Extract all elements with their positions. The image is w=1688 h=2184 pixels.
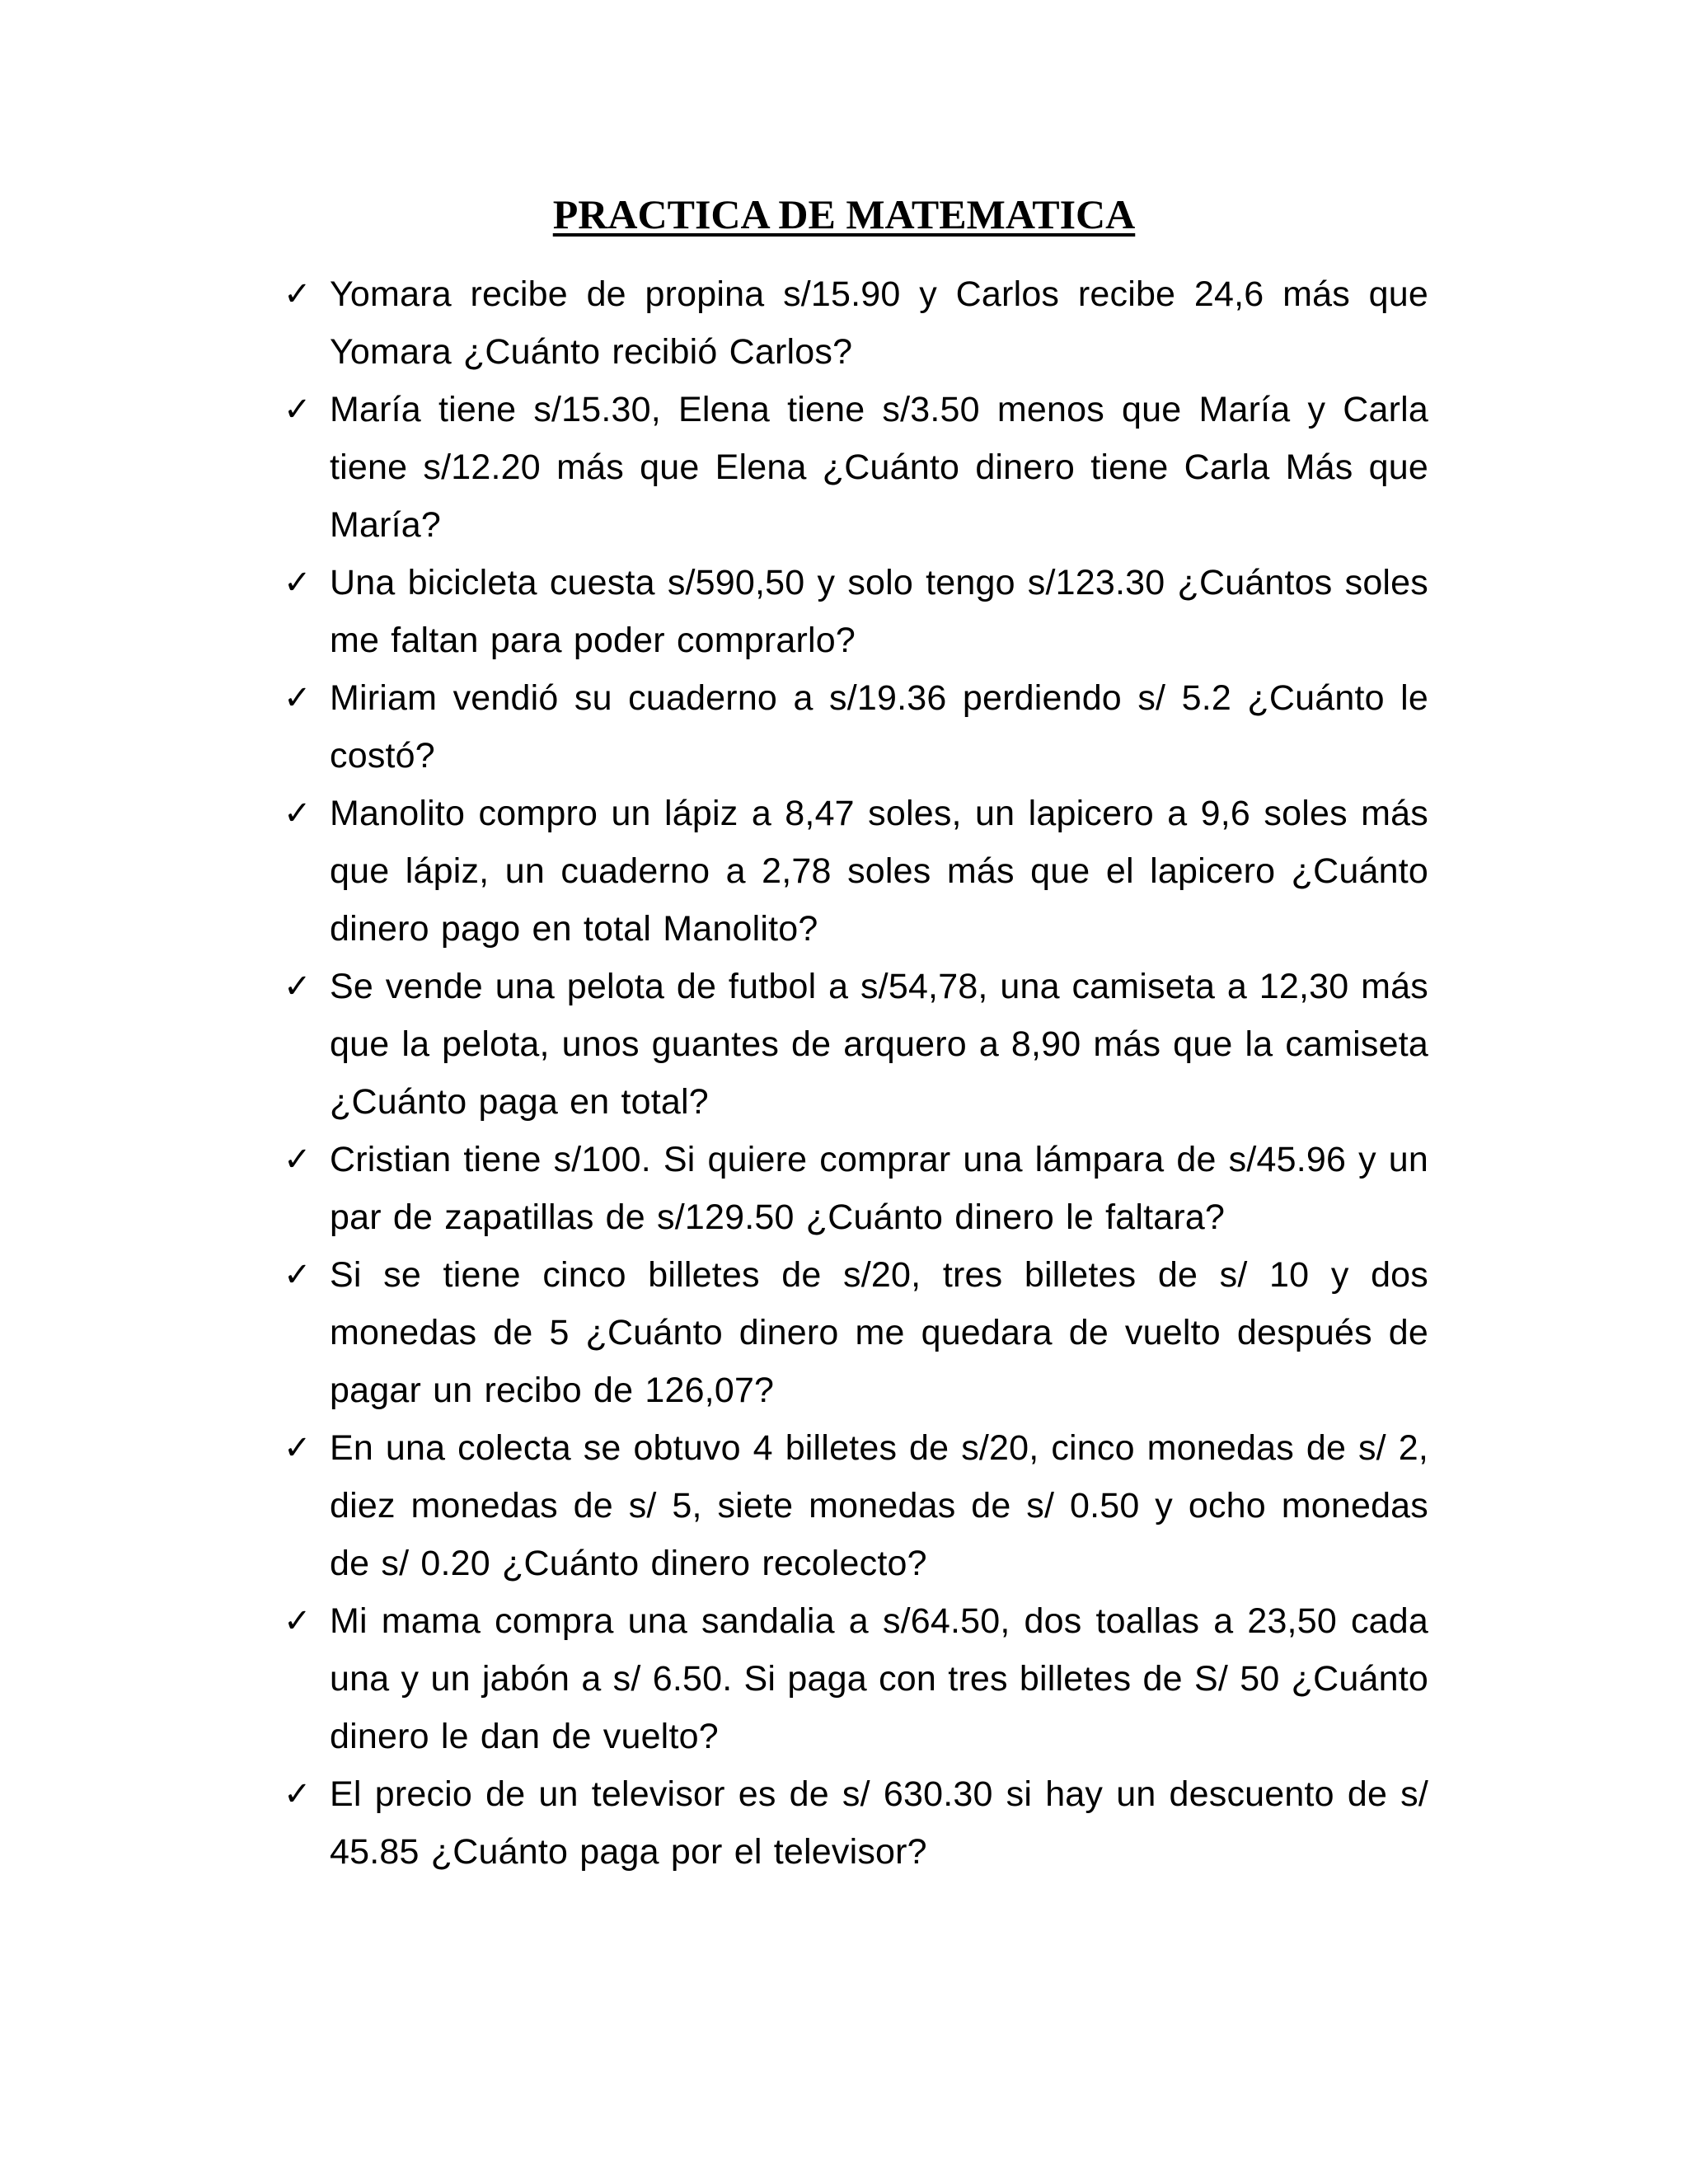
list-item	[280, 554, 1428, 669]
list-item	[280, 669, 1428, 785]
problem-text: El precio de un televisor es de s/ 630.30 si hay un descuento de s/ 45.85 ¿Cuánto paga por el televisor?	[330, 1774, 1428, 1872]
check-icon: ✓	[284, 1602, 312, 1640]
problem-text: En una colecta se obtuvo 4 billetes de s/20, cinco monedas de s/ 2, diez monedas de s/ 5, siete monedas de s/ 0.50 y ocho monedas de s/ 0.20 ¿Cuánto dinero recolecto?	[330, 1428, 1428, 1583]
check-icon: ✓	[284, 275, 312, 313]
problem-text: Mi mama compra una sandalia a s/64.50, dos toallas a 23,50 cada una y un jabón a s/ 6.50. Si paga con tres billetes de S/ 50 ¿Cuánto dinero le dan de vuelto?	[330, 1601, 1428, 1756]
check-icon: ✓	[284, 1775, 312, 1813]
check-icon: ✓	[284, 968, 312, 1005]
list-item	[280, 265, 1428, 381]
list-item	[280, 1765, 1428, 1881]
list-item	[280, 1419, 1428, 1592]
page-title-text: PRACTICA DE MATEMATICA	[552, 191, 1136, 237]
problem-text: Si se tiene cinco billetes de s/20, tres billetes de s/ 10 y dos monedas de 5 ¿Cuánto dinero me quedara de vuelto después de pagar un recibo de 126,07?	[330, 1255, 1428, 1410]
problem-text: María tiene s/15.30, Elena tiene s/3.50 menos que María y Carla tiene s/12.20 más que Elena ¿Cuánto dinero tiene Carla Más que María?	[330, 390, 1428, 545]
page-title	[0, 188, 1688, 241]
problem-text: Yomara recibe de propina s/15.90 y Carlos recibe 24,6 más que Yomara ¿Cuánto recibió Carlos?	[330, 274, 1428, 372]
list-item	[280, 1246, 1428, 1419]
list-item	[280, 785, 1428, 958]
list-item	[280, 1592, 1428, 1765]
problem-text: Se vende una pelota de futbol a s/54,78, una camiseta a 12,30 más que la pelota, unos guantes de arquero a 8,90 más que la camiseta ¿Cuánto paga en total?	[330, 967, 1428, 1122]
list-item	[280, 381, 1428, 554]
problem-text: Manolito compro un lápiz a 8,47 soles, un lapicero a 9,6 soles más que lápiz, un cuaderno a 2,78 soles más que el lapicero ¿Cuánto dinero pago en total Manolito?	[330, 794, 1428, 949]
list-item	[280, 958, 1428, 1131]
list-item	[280, 1131, 1428, 1246]
problem-text: Miriam vendió su cuaderno a s/19.36 perdiendo s/ 5.2 ¿Cuánto le costó?	[330, 678, 1428, 776]
check-icon: ✓	[284, 794, 312, 832]
check-icon: ✓	[284, 679, 312, 717]
problem-text: Cristian tiene s/100. Si quiere comprar una lámpara de s/45.96 y un par de zapatillas de s/129.50 ¿Cuánto dinero le faltara?	[330, 1140, 1428, 1237]
check-icon: ✓	[284, 1141, 312, 1179]
check-icon: ✓	[284, 391, 312, 429]
problem-text: Una bicicleta cuesta s/590,50 y solo tengo s/123.30 ¿Cuántos soles me faltan para poder comprarlo?	[330, 563, 1428, 660]
check-icon: ✓	[284, 1429, 312, 1467]
problem-list	[280, 265, 1428, 1881]
check-icon: ✓	[284, 564, 312, 602]
check-icon: ✓	[284, 1256, 312, 1294]
